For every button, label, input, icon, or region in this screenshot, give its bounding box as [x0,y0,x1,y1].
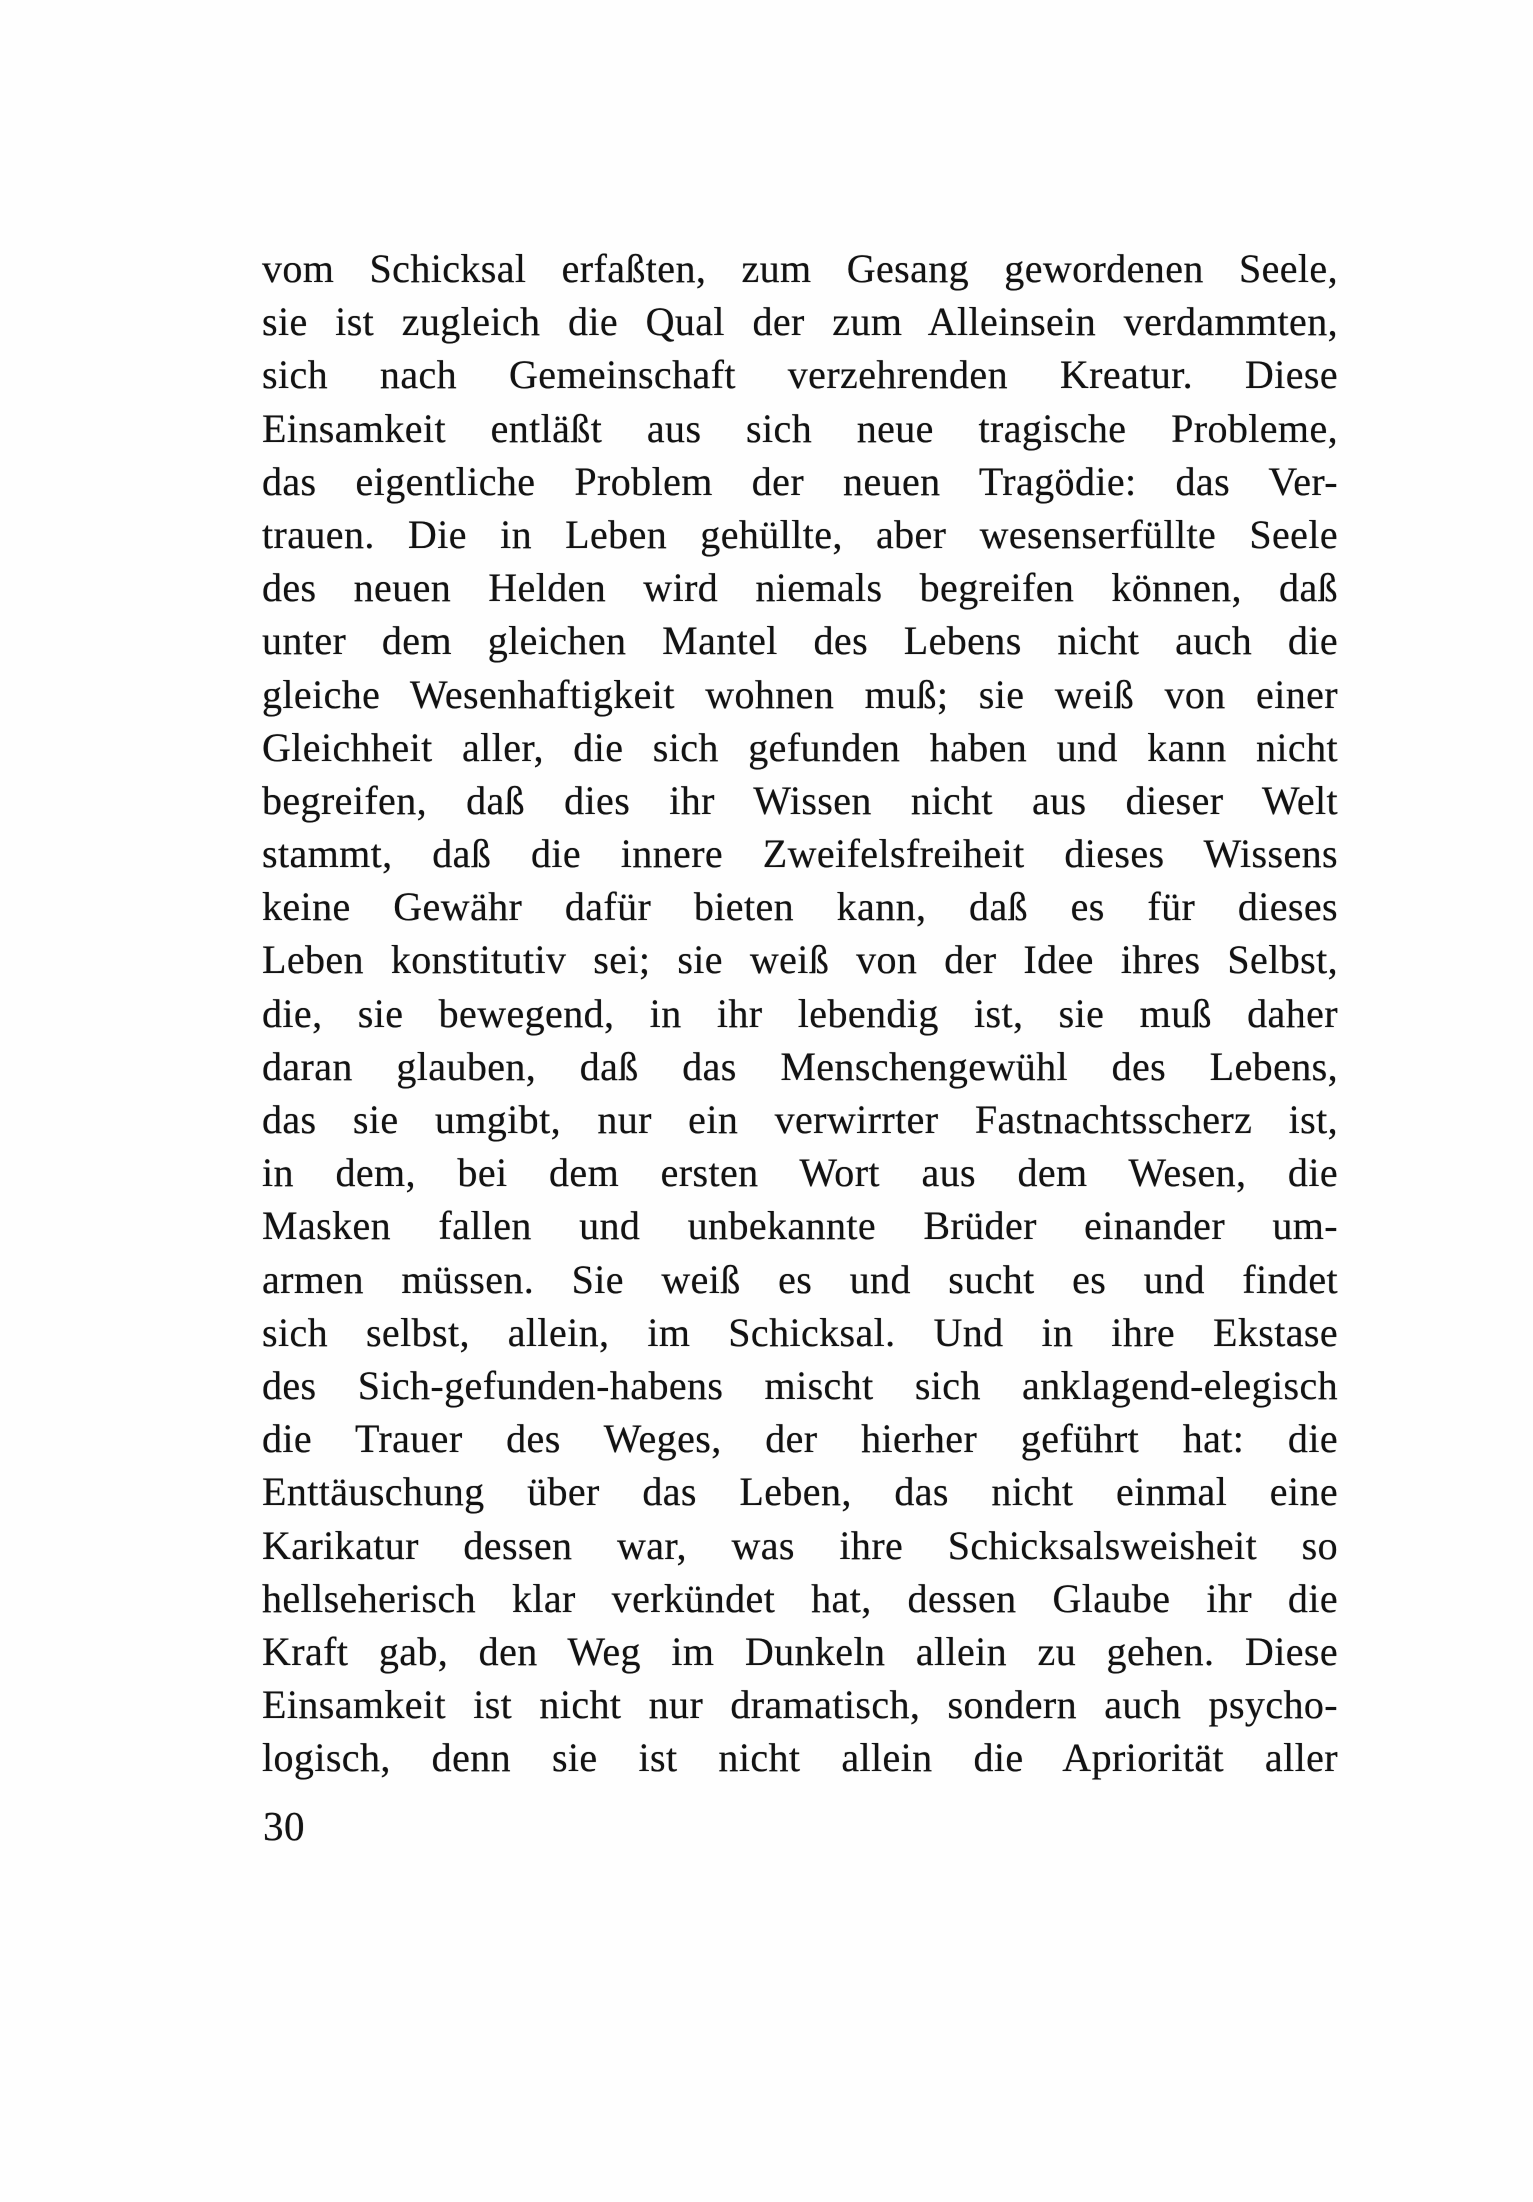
text-line: in dem, bei dem ersten Wort aus dem Wesen, die [262,1150,1338,1196]
text-line: Gleichheit aller, die sich gefunden haben und kann nicht [262,724,1338,770]
text-line: Karikatur dessen war, was ihre Schicksalsweisheit so [262,1522,1338,1568]
text-line: sie ist zugleich die Qual der zum Alleinsein verdammten, [262,299,1338,345]
text-line: des neuen Helden wird niemals begreifen können, daß [262,565,1338,611]
text-line: armen müssen. Sie weiß es und sucht es und findet [262,1256,1338,1302]
text-line: stammt, daß die innere Zweifelsfreiheit dieses Wissens [262,831,1338,877]
text-line: begreifen, daß dies ihr Wissen nicht aus dieser Welt [262,777,1338,823]
page-number: 30 [263,1803,305,1849]
text-line: Leben konstitutiv sei; sie weiß von der Idee ihres Selbst, [262,937,1338,983]
text-line: logisch, denn sie ist nicht allein die Apriorität aller [262,1735,1338,1781]
text-line: sich nach Gemeinschaft verzehrenden Kreatur. Diese [262,352,1338,398]
text-line: trauen. Die in Leben gehüllte, aber wesenserfüllte Seele [262,511,1338,557]
text-line: hellseherisch klar verkündet hat, dessen Glaube ihr die [262,1575,1338,1621]
text-line: gleiche Wesenhaftigkeit wohnen muß; sie weiß von einer [262,671,1338,717]
text-line: das sie umgibt, nur ein verwirrter Fastnachtsscherz ist, [262,1097,1338,1142]
text-line: Enttäuschung über das Leben, das nicht einmal eine [262,1469,1338,1515]
text-line: die, sie bewegend, in ihr lebendig ist, sie muß daher [262,990,1338,1036]
text-line: sich selbst, allein, im Schicksal. Und in ihre Ekstase [262,1309,1338,1355]
text-line: keine Gewähr dafür bieten kann, daß es für dieses [262,884,1338,930]
text-block [262,242,1338,1784]
text-line: das eigentliche Problem der neuen Tragödie: das Ver- [262,458,1338,504]
text-line: Kraft gab, den Weg im Dunkeln allein zu gehen. Diese [262,1628,1338,1674]
text-line: des Sich-gefunden-habens mischt sich anklagend-elegisch [262,1362,1338,1408]
text-line: daran glauben, daß das Menschengewühl des Lebens, [262,1043,1338,1089]
text-line: die Trauer des Weges, der hierher geführt hat: die [262,1416,1338,1462]
text-line: Einsamkeit ist nicht nur dramatisch, sondern auch psycho- [262,1682,1338,1728]
text-line: Masken fallen und unbekannte Brüder einander um- [262,1203,1338,1249]
text-line: Einsamkeit entläßt aus sich neue tragische Probleme, [262,405,1338,451]
text-line: unter dem gleichen Mantel des Lebens nicht auch die [262,618,1338,664]
text-line: vom Schicksal erfaßten, zum Gesang gewordenen Seele, [262,246,1338,291]
